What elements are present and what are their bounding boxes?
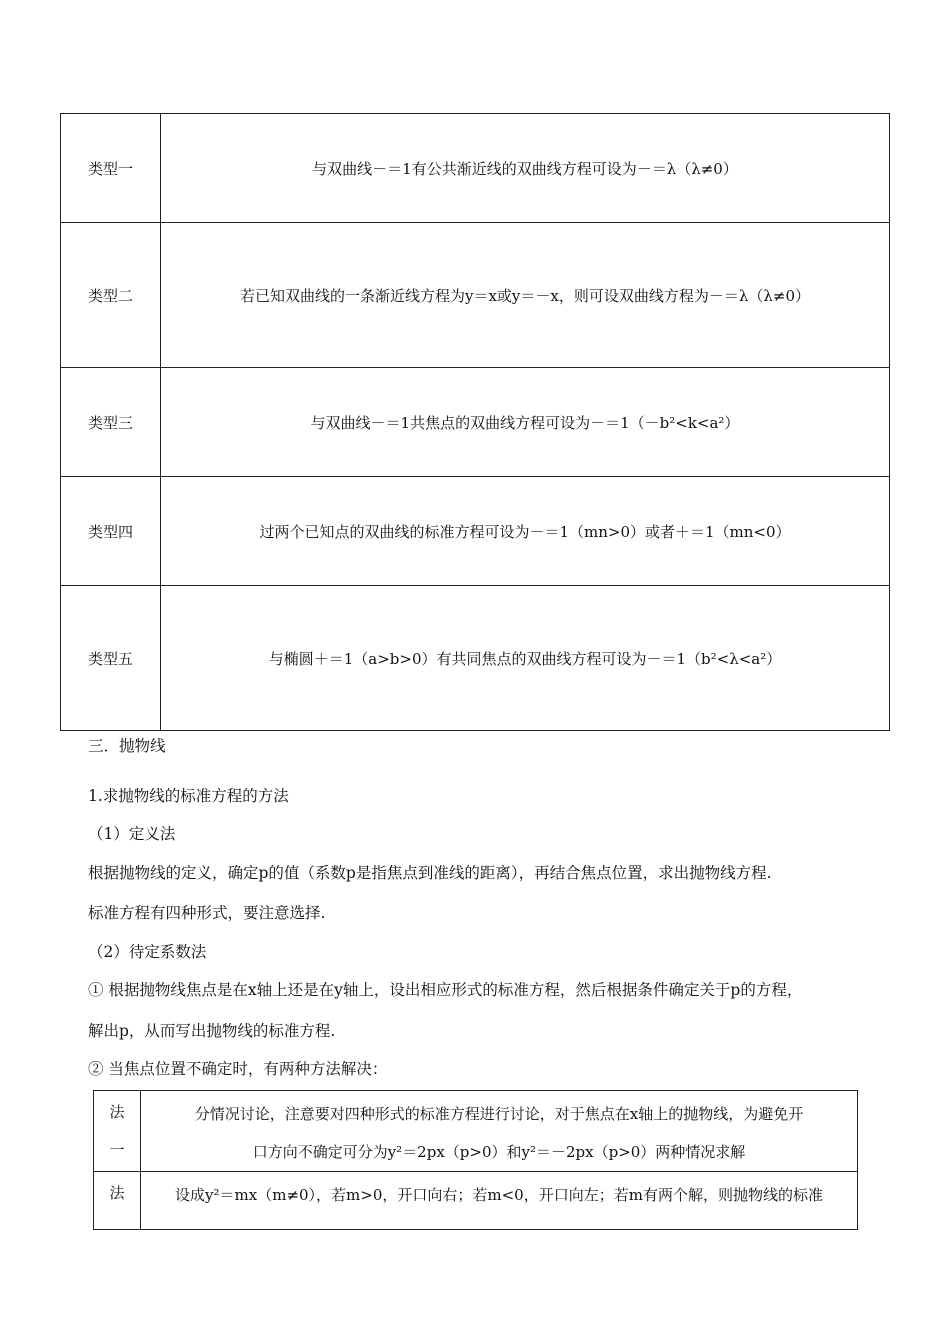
method-content-line: 设成y²＝mx（m≠0），若m>0，开口向右；若m<0，开口向左；若m有两个解，则抛物线的标准 <box>175 1186 823 1204</box>
method-label-line: 法 <box>109 1103 125 1121</box>
type-label: 类型五 <box>61 586 161 731</box>
table-row <box>61 368 890 477</box>
method1-note: 标准方程有四种形式，要注意选择. <box>88 904 326 922</box>
type-label: 类型三 <box>61 368 161 477</box>
hyperbola-types-table <box>60 113 890 731</box>
methods-table <box>93 1090 858 1230</box>
method1-title: （1）定义法 <box>88 825 176 843</box>
method2-item2: ② 当焦点位置不确定时，有两种方法解决： <box>88 1060 388 1078</box>
method-label-line: 一 <box>109 1141 125 1159</box>
method-label-line: 法 <box>109 1184 125 1202</box>
section-heading: 三．抛物线 <box>88 737 166 755</box>
type-content: 若已知双曲线的一条渐近线方程为y＝x或y＝－x，则可设双曲线方程为－＝λ（λ≠0） <box>161 223 890 368</box>
method-label <box>94 1091 141 1172</box>
table-row <box>61 477 890 586</box>
table-row <box>94 1172 858 1230</box>
type-content: 过两个已知点的双曲线的标准方程可设为－＝1（mn>0）或者＋＝1（mn<0） <box>161 477 890 586</box>
method-label <box>94 1172 141 1230</box>
type-label: 类型二 <box>61 223 161 368</box>
method2-item1-line1: ① 根据抛物线焦点是在x轴上还是在y轴上，设出相应形式的标准方程，然后根据条件确定关于p的方程， <box>88 981 803 999</box>
method-content-line: 口方向不确定可分为y²＝2px（p>0）和y²＝－2px（p>0）两种情况求解 <box>252 1143 746 1161</box>
table-row <box>61 586 890 731</box>
method-content <box>141 1172 858 1230</box>
table-row <box>94 1091 858 1172</box>
method1-paragraph: 根据抛物线的定义，确定p的值（系数p是指焦点到准线的距离），再结合焦点位置，求出抛物线方程. <box>88 864 772 882</box>
type-content: 与双曲线－＝1有公共渐近线的双曲线方程可设为－＝λ（λ≠0） <box>161 114 890 223</box>
method-content <box>141 1091 858 1172</box>
type-content: 与双曲线－＝1共焦点的双曲线方程可设为－＝1（－b²<k<a²） <box>161 368 890 477</box>
subheading: 1.求抛物线的标准方程的方法 <box>88 787 289 805</box>
method2-title: （2）待定系数法 <box>88 943 207 961</box>
table-row <box>61 223 890 368</box>
method2-item1-line2: 解出p，从而写出抛物线的标准方程. <box>88 1022 336 1040</box>
type-content: 与椭圆＋＝1（a>b>0）有共同焦点的双曲线方程可设为－＝1（b²<λ<a²） <box>161 586 890 731</box>
type-label: 类型一 <box>61 114 161 223</box>
method-content-line: 分情况讨论，注意要对四种形式的标准方程进行讨论，对于焦点在x轴上的抛物线，为避免开 <box>194 1105 804 1123</box>
type-label: 类型四 <box>61 477 161 586</box>
table-row <box>61 114 890 223</box>
